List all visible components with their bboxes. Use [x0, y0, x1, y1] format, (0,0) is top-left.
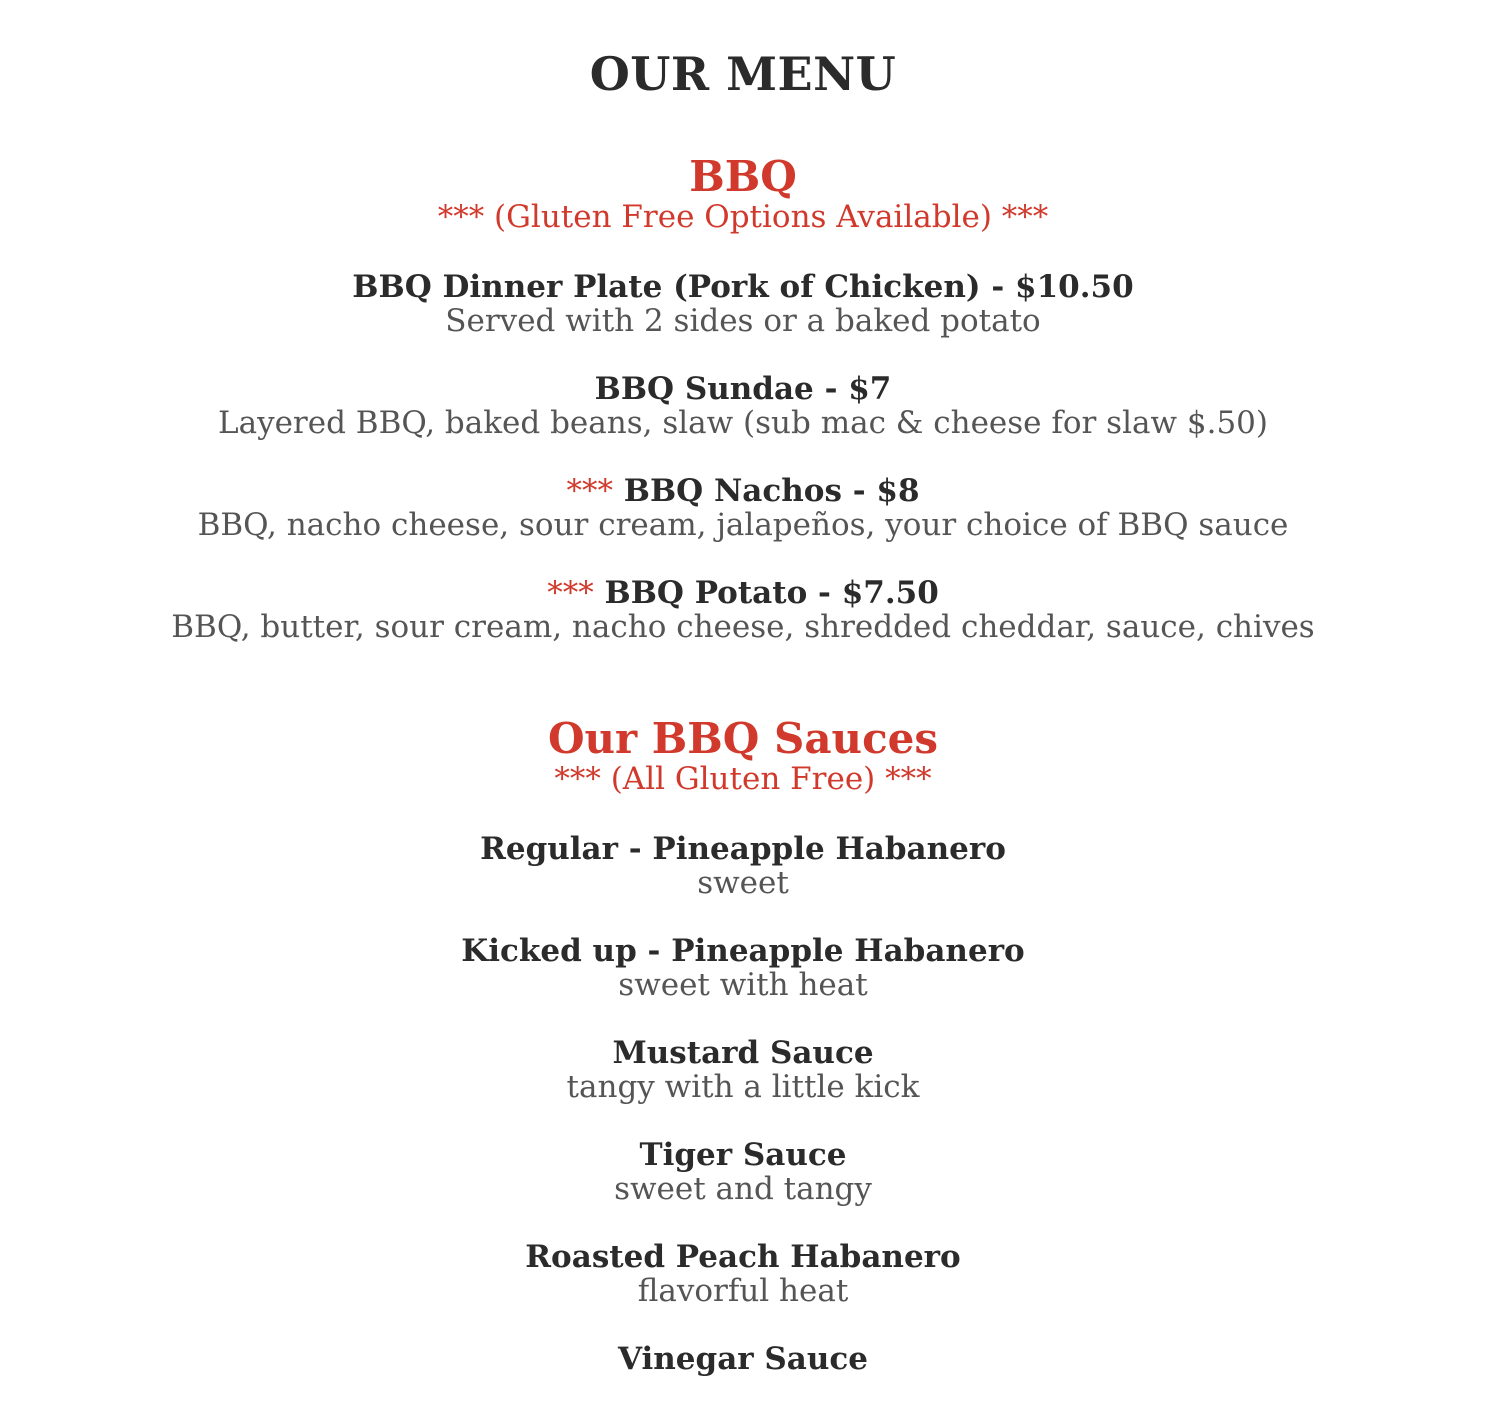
menu-item	[0, 270, 1486, 338]
bbq-section	[0, 154, 1486, 644]
gluten-free-marker: ***	[547, 575, 594, 611]
sauce-name: Mustard Sauce	[612, 1035, 874, 1071]
menu-item-title: BBQ Nachos - $8	[623, 473, 920, 509]
sauce-description: flavorful heat	[637, 1273, 849, 1309]
sauce-description: sweet	[697, 865, 789, 901]
menu-item	[0, 372, 1486, 440]
sauce-list	[0, 832, 1486, 1376]
sauce-name: Kicked up - Pineapple Habanero	[461, 933, 1025, 969]
sauce-item	[0, 1342, 1486, 1376]
sauce-description: tangy with a little kick	[566, 1069, 920, 1105]
sauces-section	[0, 716, 1486, 1376]
page-title: OUR MENU	[589, 47, 897, 101]
menu-item	[0, 576, 1486, 644]
sauces-gluten-note: *** (All Gluten Free) ***	[554, 761, 932, 797]
menu-item-name	[0, 270, 1486, 304]
sauce-item	[0, 1138, 1486, 1206]
sauce-description: sweet and tangy	[614, 1171, 872, 1207]
sauce-name: Regular - Pineapple Habanero	[480, 831, 1006, 867]
menu-item-description: Layered BBQ, baked beans, slaw (sub mac & cheese for slaw $.50)	[218, 405, 1268, 441]
sauce-name: Vinegar Sauce	[617, 1341, 869, 1377]
bbq-gluten-note: *** (Gluten Free Options Available) ***	[437, 199, 1049, 235]
menu-item-title: BBQ Potato - $7.50	[604, 575, 939, 611]
menu-item-name	[0, 372, 1486, 406]
menu-item	[0, 474, 1486, 542]
menu-item-description: BBQ, butter, sour cream, nacho cheese, shredded cheddar, sauce, chives	[171, 609, 1315, 645]
bbq-item-list	[0, 270, 1486, 644]
menu-item-title: BBQ Dinner Plate (Pork of Chicken) - $10.50	[352, 269, 1134, 305]
menu-item-description: Served with 2 sides or a baked potato	[445, 303, 1041, 339]
menu-item-title: BBQ Sundae - $7	[594, 371, 892, 407]
sauce-item	[0, 934, 1486, 1002]
sauce-item	[0, 1240, 1486, 1308]
bbq-heading: BBQ	[689, 152, 797, 201]
sauce-name: Tiger Sauce	[639, 1137, 847, 1173]
gluten-free-marker: ***	[566, 473, 613, 509]
menu-item-name	[0, 474, 1486, 508]
menu-item-name	[0, 576, 1486, 610]
sauce-item	[0, 832, 1486, 900]
menu-item-description: BBQ, nacho cheese, sour cream, jalapeños, your choice of BBQ sauce	[197, 507, 1289, 543]
sauce-name: Roasted Peach Habanero	[525, 1239, 961, 1275]
sauce-item	[0, 1036, 1486, 1104]
sauces-heading: Our BBQ Sauces	[547, 714, 939, 763]
sauce-description: sweet with heat	[618, 967, 868, 1003]
